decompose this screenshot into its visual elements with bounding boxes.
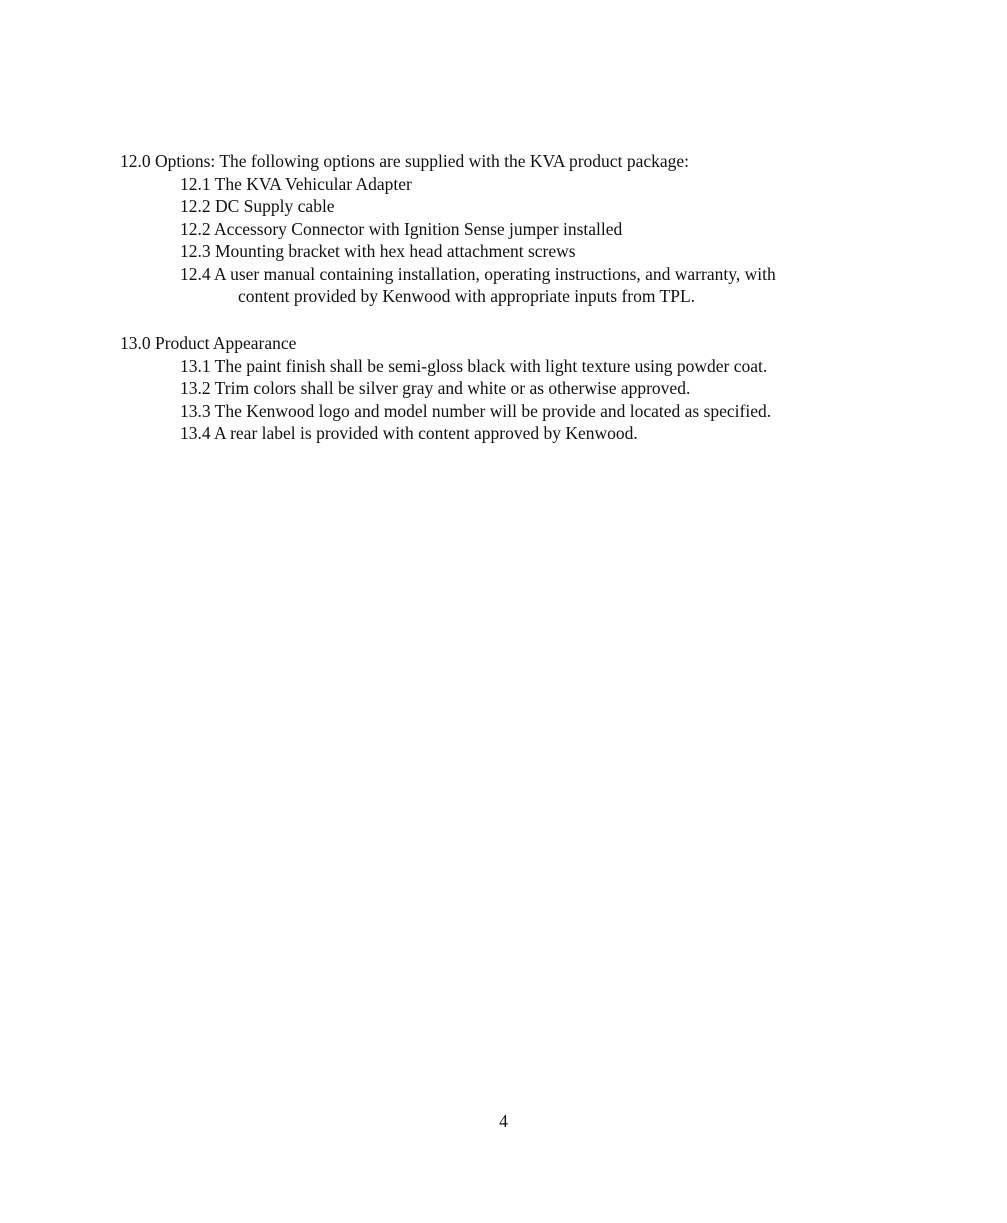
section-product-appearance [120, 332, 920, 445]
list-item-12-2-accessory-connector: 12.2 Accessory Connector with Ignition Sense jumper installed [180, 218, 623, 239]
section-options [120, 150, 920, 308]
list-item-13-1: 13.1 The paint finish shall be semi-gloss black with light texture using powder coat. [180, 355, 768, 376]
section-heading-options: 12.0 Options: The following options are supplied with the KVA product package: [120, 151, 689, 171]
list-item-12-4-continuation: content provided by Kenwood with appropriate inputs from TPL. [238, 286, 696, 306]
options-list [120, 173, 920, 308]
list-item-12-4: 12.4 A user manual containing installation, operating instructions, and warranty, with [180, 263, 776, 284]
section-heading-product-appearance: 13.0 Product Appearance [120, 333, 297, 353]
page-number: 4 [499, 1111, 508, 1131]
list-item-13-2: 13.2 Trim colors shall be silver gray and white or as otherwise approved. [180, 378, 691, 398]
list-item-12-3: 12.3 Mounting bracket with hex head attachment screws [180, 241, 576, 261]
list-item-12-1: 12.1 The KVA Vehicular Adapter [180, 173, 412, 194]
list-item-12-2-dc-cable: 12.2 DC Supply cable [180, 196, 335, 216]
list-item-13-4: 13.4 A rear label is provided with content approved by Kenwood. [180, 423, 638, 443]
list-item-13-3: 13.3 The Kenwood logo and model number will be provide and located as specified. [180, 400, 772, 421]
appearance-list [120, 355, 920, 445]
